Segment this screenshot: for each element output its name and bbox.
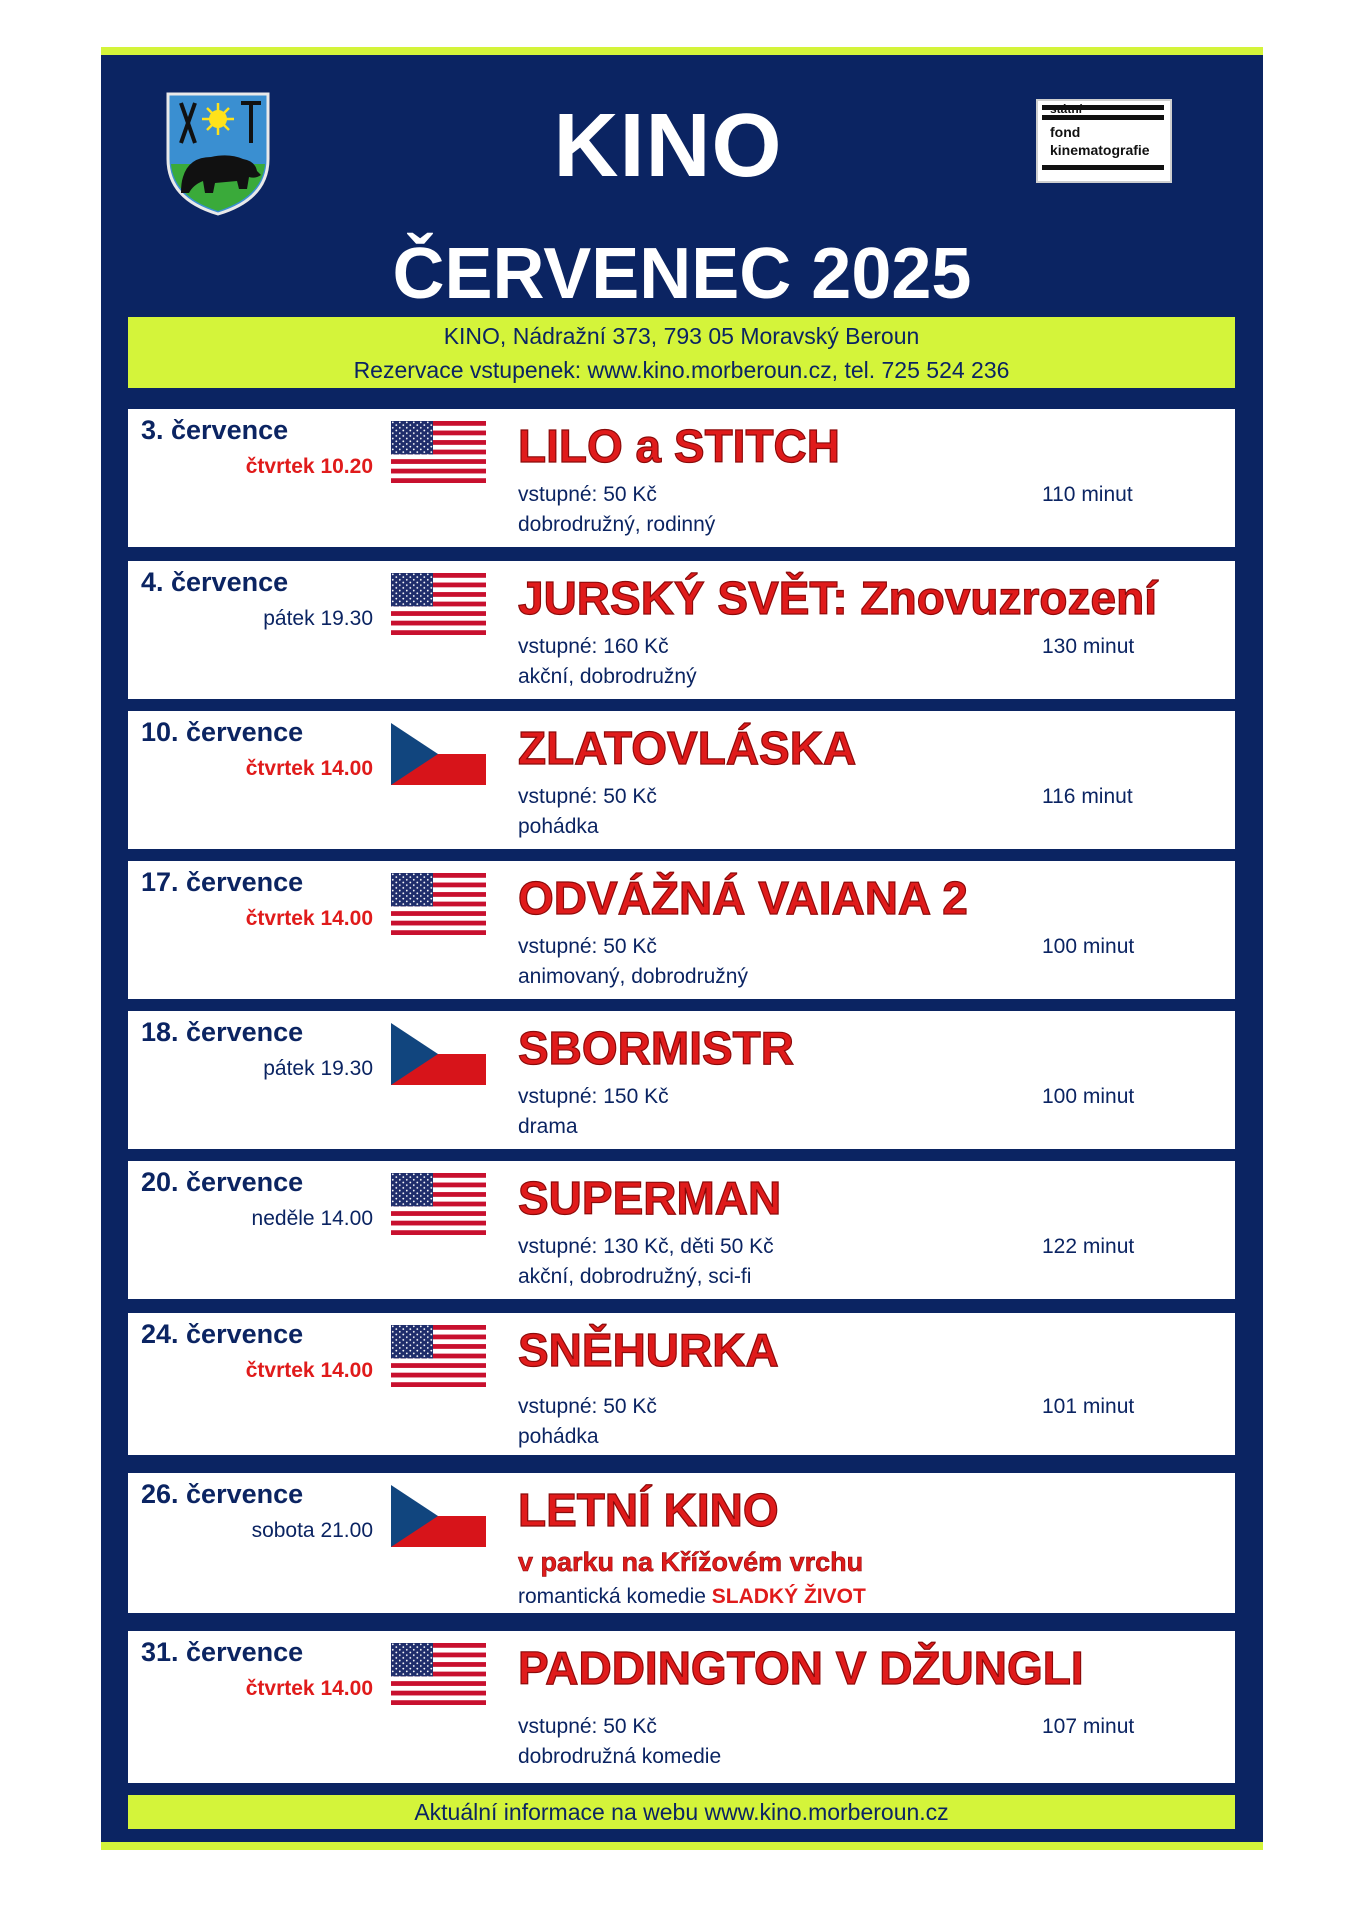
sponsor-logo bbox=[1036, 99, 1172, 183]
screening-date: 20. července bbox=[141, 1167, 304, 1197]
screening-row bbox=[128, 561, 1235, 699]
logo-line-2: fond bbox=[1050, 124, 1081, 140]
screening-time: neděle 14.00 bbox=[251, 1207, 373, 1230]
movie-title: SNĚHURKA bbox=[518, 1324, 779, 1376]
ticket-price: vstupné: 50 Kč bbox=[518, 785, 657, 808]
screening-row bbox=[128, 861, 1235, 999]
screening-time: pátek 19.30 bbox=[263, 607, 373, 630]
movie-duration: 100 minut bbox=[1042, 1085, 1135, 1108]
screening-date: 10. července bbox=[141, 717, 304, 747]
address-text: KINO, Nádražní 373, 793 05 Moravský Beroun bbox=[443, 323, 920, 349]
logo-bar-bottom bbox=[1042, 165, 1164, 170]
screening-date: 18. července bbox=[141, 1017, 304, 1047]
screening-time: čtvrtek 14.00 bbox=[245, 1677, 373, 1700]
footer-banner: Aktuální informace na webu www.kino.morberoun.cz bbox=[128, 1795, 1235, 1829]
ticket-price: vstupné: 50 Kč bbox=[518, 935, 657, 958]
movie-title: LETNÍ KINO bbox=[518, 1484, 779, 1536]
screening-time: čtvrtek 14.00 bbox=[245, 907, 373, 930]
screening-row bbox=[128, 711, 1235, 849]
screening-row bbox=[128, 1631, 1235, 1783]
screening-time: čtvrtek 10.20 bbox=[245, 455, 373, 478]
page-title: KINO bbox=[553, 96, 783, 196]
movie-genre bbox=[518, 1585, 866, 1609]
ticket-price: vstupné: 50 Kč bbox=[518, 1715, 657, 1738]
movie-genre: akční, dobrodružný, sci-fi bbox=[518, 1265, 752, 1288]
screening-row bbox=[128, 1011, 1235, 1149]
movie-genre: pohádka bbox=[518, 815, 599, 838]
czech-flag-icon bbox=[391, 1485, 486, 1547]
movie-title: SBORMISTR bbox=[518, 1022, 794, 1074]
screening-row bbox=[128, 1313, 1235, 1455]
genre-text: romantická komedie bbox=[518, 1585, 706, 1608]
movie-genre: animovaný, dobrodružný bbox=[518, 965, 748, 988]
movie-title: JURSKÝ SVĚT: Znovuzrození bbox=[518, 572, 1157, 624]
movie-genre: drama bbox=[518, 1115, 578, 1138]
ticket-price: vstupné: 130 Kč, děti 50 Kč bbox=[518, 1235, 774, 1258]
movie-genre: akční, dobrodružný bbox=[518, 665, 697, 688]
screening-row bbox=[128, 409, 1235, 547]
reservation-text: Rezervace vstupenek: www.kino.morberoun.cz, tel. 725 524 236 bbox=[353, 357, 1010, 383]
usa-flag-icon bbox=[391, 873, 486, 935]
usa-flag-icon bbox=[391, 1173, 486, 1235]
movie-duration: 107 minut bbox=[1042, 1715, 1135, 1738]
movie-title: LILO a STITCH bbox=[518, 420, 840, 472]
movie-title: SUPERMAN bbox=[518, 1172, 782, 1224]
usa-flag-icon bbox=[391, 1643, 486, 1705]
screening-date: 3. července bbox=[141, 415, 289, 445]
usa-flag-icon bbox=[391, 573, 486, 635]
poster bbox=[101, 47, 1263, 1850]
screening-time: čtvrtek 14.00 bbox=[245, 757, 373, 780]
ticket-price: vstupné: 50 Kč bbox=[518, 483, 657, 506]
movie-duration: 110 minut bbox=[1042, 483, 1133, 506]
logo-line-3: kinematografie bbox=[1050, 142, 1150, 158]
page-subtitle: ČERVENEC 2025 bbox=[392, 234, 972, 314]
screening-date: 24. července bbox=[141, 1319, 304, 1349]
screening-date: 4. července bbox=[141, 567, 289, 597]
movie-duration: 116 minut bbox=[1042, 785, 1133, 808]
screening-time: sobota 21.00 bbox=[251, 1519, 373, 1542]
screening-time: čtvrtek 14.00 bbox=[245, 1359, 373, 1382]
movie-title: ODVÁŽNÁ VAIANA 2 bbox=[518, 872, 968, 924]
usa-flag-icon bbox=[391, 1325, 486, 1387]
movie-title: PADDINGTON V DŽUNGLI bbox=[518, 1642, 1084, 1694]
usa-flag-icon bbox=[391, 421, 486, 483]
screening-row bbox=[128, 1161, 1235, 1299]
czech-flag-icon bbox=[391, 723, 486, 785]
ticket-price: vstupné: 160 Kč bbox=[518, 635, 669, 658]
movie-duration: 101 minut bbox=[1042, 1395, 1135, 1418]
movie-title: ZLATOVLÁSKA bbox=[518, 722, 857, 774]
event-subtitle: v parku na Křížovém vrchu bbox=[518, 1547, 864, 1577]
screening-date: 17. července bbox=[141, 867, 304, 897]
ticket-price: vstupné: 50 Kč bbox=[518, 1395, 657, 1418]
movie-duration: 130 minut bbox=[1042, 635, 1135, 658]
featured-movie: SLADKÝ ŽIVOT bbox=[711, 1585, 866, 1608]
logo-bar-middle bbox=[1042, 115, 1164, 120]
screening-date: 31. července bbox=[141, 1637, 304, 1667]
movie-genre: dobrodružný, rodinný bbox=[518, 513, 716, 536]
czech-flag-icon bbox=[391, 1023, 486, 1085]
movie-genre: dobrodružná komedie bbox=[518, 1745, 722, 1768]
logo-line-1: státní bbox=[1050, 103, 1083, 113]
movie-genre: pohádka bbox=[518, 1425, 599, 1448]
screening-row bbox=[128, 1473, 1235, 1613]
movie-duration: 100 minut bbox=[1042, 935, 1135, 958]
screening-date: 26. července bbox=[141, 1479, 304, 1509]
info-banner bbox=[128, 317, 1235, 388]
ticket-price: vstupné: 150 Kč bbox=[518, 1085, 669, 1108]
screening-time: pátek 19.30 bbox=[263, 1057, 373, 1080]
movie-duration: 122 minut bbox=[1042, 1235, 1135, 1258]
